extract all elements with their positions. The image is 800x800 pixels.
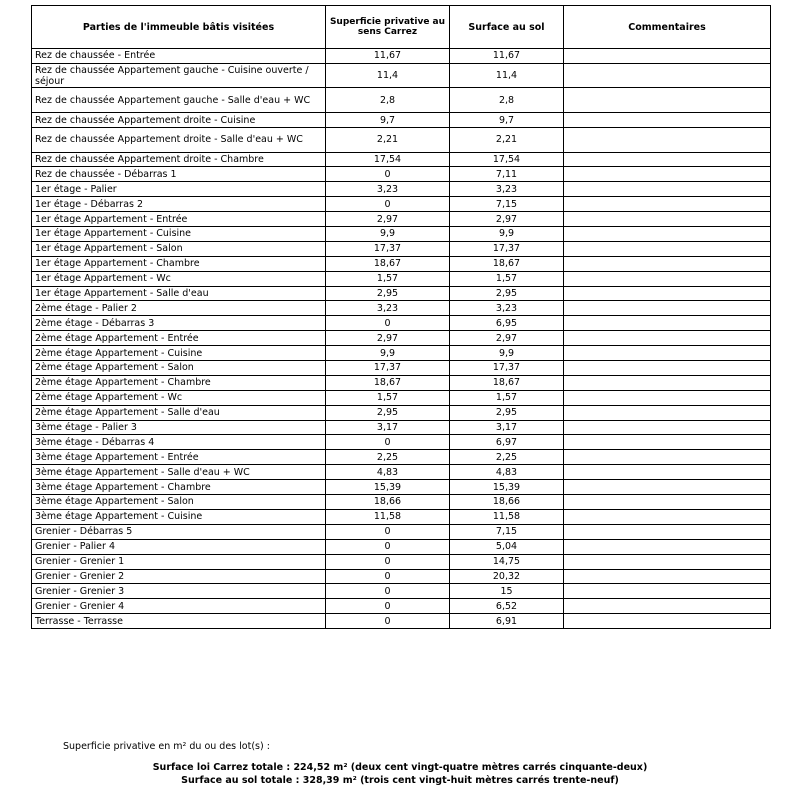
sol-cell: 18,67 [450, 256, 564, 271]
comment-cell [564, 435, 771, 450]
carrez-cell: 0 [326, 167, 450, 182]
carrez-cell: 0 [326, 599, 450, 614]
part-cell: Rez de chaussée Appartement droite - Salle d'eau + WC [32, 127, 326, 152]
table-row [32, 361, 771, 376]
sol-cell: 2,95 [450, 405, 564, 420]
carrez-total: Surface loi Carrez totale : 224,52 m² (deux cent vingt-quatre mètres carrés cinquante-deux) [152, 762, 648, 773]
comment-cell [564, 614, 771, 629]
part-cell: Rez de chaussée Appartement droite - Cuisine [32, 113, 326, 128]
part-cell: 3ème étage Appartement - Salle d'eau + WC [32, 465, 326, 480]
sol-cell: 9,9 [450, 227, 564, 242]
comment-cell [564, 241, 771, 256]
carrez-cell: 0 [326, 316, 450, 331]
comment-cell [564, 113, 771, 128]
sol-cell: 3,23 [450, 301, 564, 316]
table-row [32, 495, 771, 510]
comment-cell [564, 286, 771, 301]
sol-cell: 6,91 [450, 614, 564, 629]
carrez-cell: 2,97 [326, 212, 450, 227]
table-row [32, 539, 771, 554]
carrez-cell: 1,57 [326, 390, 450, 405]
carrez-cell: 18,67 [326, 375, 450, 390]
table-row [32, 316, 771, 331]
sol-cell: 6,97 [450, 435, 564, 450]
sol-total: Surface au sol totale : 328,39 m² (trois cent vingt-huit mètres carrés trente-neuf) [181, 775, 619, 786]
sol-cell: 17,37 [450, 361, 564, 376]
comment-cell [564, 420, 771, 435]
comment-cell [564, 49, 771, 64]
part-cell: Grenier - Grenier 1 [32, 554, 326, 569]
comment-cell [564, 167, 771, 182]
table-row [32, 465, 771, 480]
table-row [32, 88, 771, 113]
table-row [32, 599, 771, 614]
part-cell: Rez de chaussée Appartement gauche - Cuisine ouverte / séjour [32, 63, 326, 88]
comment-cell [564, 152, 771, 167]
comment-cell [564, 331, 771, 346]
comment-cell [564, 361, 771, 376]
sol-cell: 1,57 [450, 271, 564, 286]
carrez-cell: 2,95 [326, 405, 450, 420]
part-cell: Rez de chaussée Appartement droite - Chambre [32, 152, 326, 167]
header-comments: Commentaires [564, 6, 771, 49]
sol-cell: 7,15 [450, 524, 564, 539]
table-row [32, 346, 771, 361]
part-cell: Grenier - Palier 4 [32, 539, 326, 554]
sol-cell: 7,11 [450, 167, 564, 182]
table-row [32, 286, 771, 301]
table-row [32, 435, 771, 450]
carrez-cell: 9,9 [326, 346, 450, 361]
carrez-cell: 17,37 [326, 361, 450, 376]
sol-cell: 18,66 [450, 495, 564, 510]
carrez-cell: 0 [326, 197, 450, 212]
part-cell: 1er étage Appartement - Salle d'eau [32, 286, 326, 301]
sol-cell: 11,4 [450, 63, 564, 88]
carrez-cell: 15,39 [326, 480, 450, 495]
part-cell: 2ème étage - Palier 2 [32, 301, 326, 316]
comment-cell [564, 182, 771, 197]
header-carrez: Superficie privative au sens Carrez [326, 6, 450, 49]
table-row [32, 450, 771, 465]
footer-note: Superficie privative en m² du ou des lot(s) : [63, 741, 270, 752]
part-cell: 2ème étage Appartement - Entrée [32, 331, 326, 346]
part-cell: 1er étage - Palier [32, 182, 326, 197]
header-parts: Parties de l'immeuble bâtis visitées [32, 6, 326, 49]
sol-cell: 9,7 [450, 113, 564, 128]
part-cell: 2ème étage - Débarras 3 [32, 316, 326, 331]
table-row [32, 167, 771, 182]
part-cell: Grenier - Débarras 5 [32, 524, 326, 539]
carrez-cell: 4,83 [326, 465, 450, 480]
comment-cell [564, 554, 771, 569]
carrez-cell: 11,58 [326, 509, 450, 524]
carrez-cell: 0 [326, 554, 450, 569]
sol-cell: 18,67 [450, 375, 564, 390]
table-row [32, 241, 771, 256]
sol-cell: 20,32 [450, 569, 564, 584]
table-row [32, 480, 771, 495]
table-row [32, 227, 771, 242]
comment-cell [564, 539, 771, 554]
comment-cell [564, 390, 771, 405]
carrez-cell: 3,23 [326, 301, 450, 316]
table-row [32, 420, 771, 435]
footer-totals [0, 761, 800, 787]
carrez-cell: 3,17 [326, 420, 450, 435]
part-cell: 2ème étage Appartement - Salle d'eau [32, 405, 326, 420]
sol-cell: 17,37 [450, 241, 564, 256]
comment-cell [564, 271, 771, 286]
sol-cell: 14,75 [450, 554, 564, 569]
sol-cell: 9,9 [450, 346, 564, 361]
carrez-cell: 9,9 [326, 227, 450, 242]
table-row [32, 569, 771, 584]
carrez-cell: 0 [326, 584, 450, 599]
part-cell: Terrasse - Terrasse [32, 614, 326, 629]
part-cell: Grenier - Grenier 2 [32, 569, 326, 584]
carrez-cell: 0 [326, 539, 450, 554]
sol-cell: 1,57 [450, 390, 564, 405]
sol-cell: 11,67 [450, 49, 564, 64]
comment-cell [564, 495, 771, 510]
sol-cell: 17,54 [450, 152, 564, 167]
table-row [32, 127, 771, 152]
carrez-cell: 11,4 [326, 63, 450, 88]
table-row [32, 584, 771, 599]
comment-cell [564, 301, 771, 316]
carrez-cell: 0 [326, 435, 450, 450]
part-cell: 2ème étage Appartement - Chambre [32, 375, 326, 390]
carrez-cell: 17,54 [326, 152, 450, 167]
carrez-cell: 3,23 [326, 182, 450, 197]
table-row [32, 182, 771, 197]
comment-cell [564, 450, 771, 465]
part-cell: 2ème étage Appartement - Cuisine [32, 346, 326, 361]
comment-cell [564, 88, 771, 113]
comment-cell [564, 509, 771, 524]
part-cell: Rez de chaussée - Entrée [32, 49, 326, 64]
sol-cell: 2,21 [450, 127, 564, 152]
comment-cell [564, 316, 771, 331]
comment-cell [564, 346, 771, 361]
table-body [32, 49, 771, 629]
sol-cell: 6,52 [450, 599, 564, 614]
part-cell: 1er étage - Débarras 2 [32, 197, 326, 212]
comment-cell [564, 212, 771, 227]
table-row [32, 152, 771, 167]
carrez-cell: 17,37 [326, 241, 450, 256]
comment-cell [564, 524, 771, 539]
part-cell: 2ème étage Appartement - Wc [32, 390, 326, 405]
carrez-cell: 18,66 [326, 495, 450, 510]
table-row [32, 301, 771, 316]
table-row [32, 331, 771, 346]
table-row [32, 63, 771, 88]
part-cell: 1er étage Appartement - Entrée [32, 212, 326, 227]
table-header-row [32, 6, 771, 49]
sol-cell: 2,8 [450, 88, 564, 113]
table-row [32, 212, 771, 227]
part-cell: 3ème étage Appartement - Cuisine [32, 509, 326, 524]
part-cell: 3ème étage Appartement - Entrée [32, 450, 326, 465]
carrez-cell: 11,67 [326, 49, 450, 64]
carrez-cell: 0 [326, 569, 450, 584]
comment-cell [564, 480, 771, 495]
comment-cell [564, 584, 771, 599]
part-cell: 1er étage Appartement - Cuisine [32, 227, 326, 242]
sol-cell: 3,23 [450, 182, 564, 197]
comment-cell [564, 465, 771, 480]
carrez-cell: 2,8 [326, 88, 450, 113]
sol-cell: 15,39 [450, 480, 564, 495]
carrez-cell: 2,97 [326, 331, 450, 346]
comment-cell [564, 63, 771, 88]
part-cell: 3ème étage Appartement - Salon [32, 495, 326, 510]
table-row [32, 49, 771, 64]
sol-cell: 15 [450, 584, 564, 599]
part-cell: 3ème étage - Palier 3 [32, 420, 326, 435]
part-cell: 2ème étage Appartement - Salon [32, 361, 326, 376]
part-cell: Rez de chaussée - Débarras 1 [32, 167, 326, 182]
comment-cell [564, 227, 771, 242]
sol-cell: 4,83 [450, 465, 564, 480]
part-cell: 3ème étage Appartement - Chambre [32, 480, 326, 495]
table-row [32, 509, 771, 524]
carrez-cell: 2,25 [326, 450, 450, 465]
part-cell: 1er étage Appartement - Wc [32, 271, 326, 286]
sol-cell: 2,95 [450, 286, 564, 301]
carrez-cell: 0 [326, 614, 450, 629]
table-row [32, 256, 771, 271]
comment-cell [564, 405, 771, 420]
part-cell: 1er étage Appartement - Chambre [32, 256, 326, 271]
part-cell: 1er étage Appartement - Salon [32, 241, 326, 256]
carrez-cell: 1,57 [326, 271, 450, 286]
sol-cell: 2,97 [450, 331, 564, 346]
part-cell: Grenier - Grenier 4 [32, 599, 326, 614]
table-row [32, 614, 771, 629]
part-cell: Grenier - Grenier 3 [32, 584, 326, 599]
carrez-cell: 0 [326, 524, 450, 539]
sol-cell: 3,17 [450, 420, 564, 435]
comment-cell [564, 256, 771, 271]
sol-cell: 7,15 [450, 197, 564, 212]
table-row [32, 271, 771, 286]
table-row [32, 197, 771, 212]
surface-table [31, 5, 771, 629]
part-cell: Rez de chaussée Appartement gauche - Salle d'eau + WC [32, 88, 326, 113]
comment-cell [564, 375, 771, 390]
comment-cell [564, 127, 771, 152]
table-row [32, 405, 771, 420]
table-row [32, 375, 771, 390]
table-row [32, 113, 771, 128]
comment-cell [564, 197, 771, 212]
sol-cell: 2,25 [450, 450, 564, 465]
table-row [32, 390, 771, 405]
sol-cell: 6,95 [450, 316, 564, 331]
comment-cell [564, 569, 771, 584]
comment-cell [564, 599, 771, 614]
header-sol: Surface au sol [450, 6, 564, 49]
carrez-cell: 2,21 [326, 127, 450, 152]
carrez-cell: 2,95 [326, 286, 450, 301]
part-cell: 3ème étage - Débarras 4 [32, 435, 326, 450]
table-row [32, 524, 771, 539]
table-row [32, 554, 771, 569]
sol-cell: 11,58 [450, 509, 564, 524]
carrez-cell: 9,7 [326, 113, 450, 128]
carrez-cell: 18,67 [326, 256, 450, 271]
sol-cell: 2,97 [450, 212, 564, 227]
sol-cell: 5,04 [450, 539, 564, 554]
